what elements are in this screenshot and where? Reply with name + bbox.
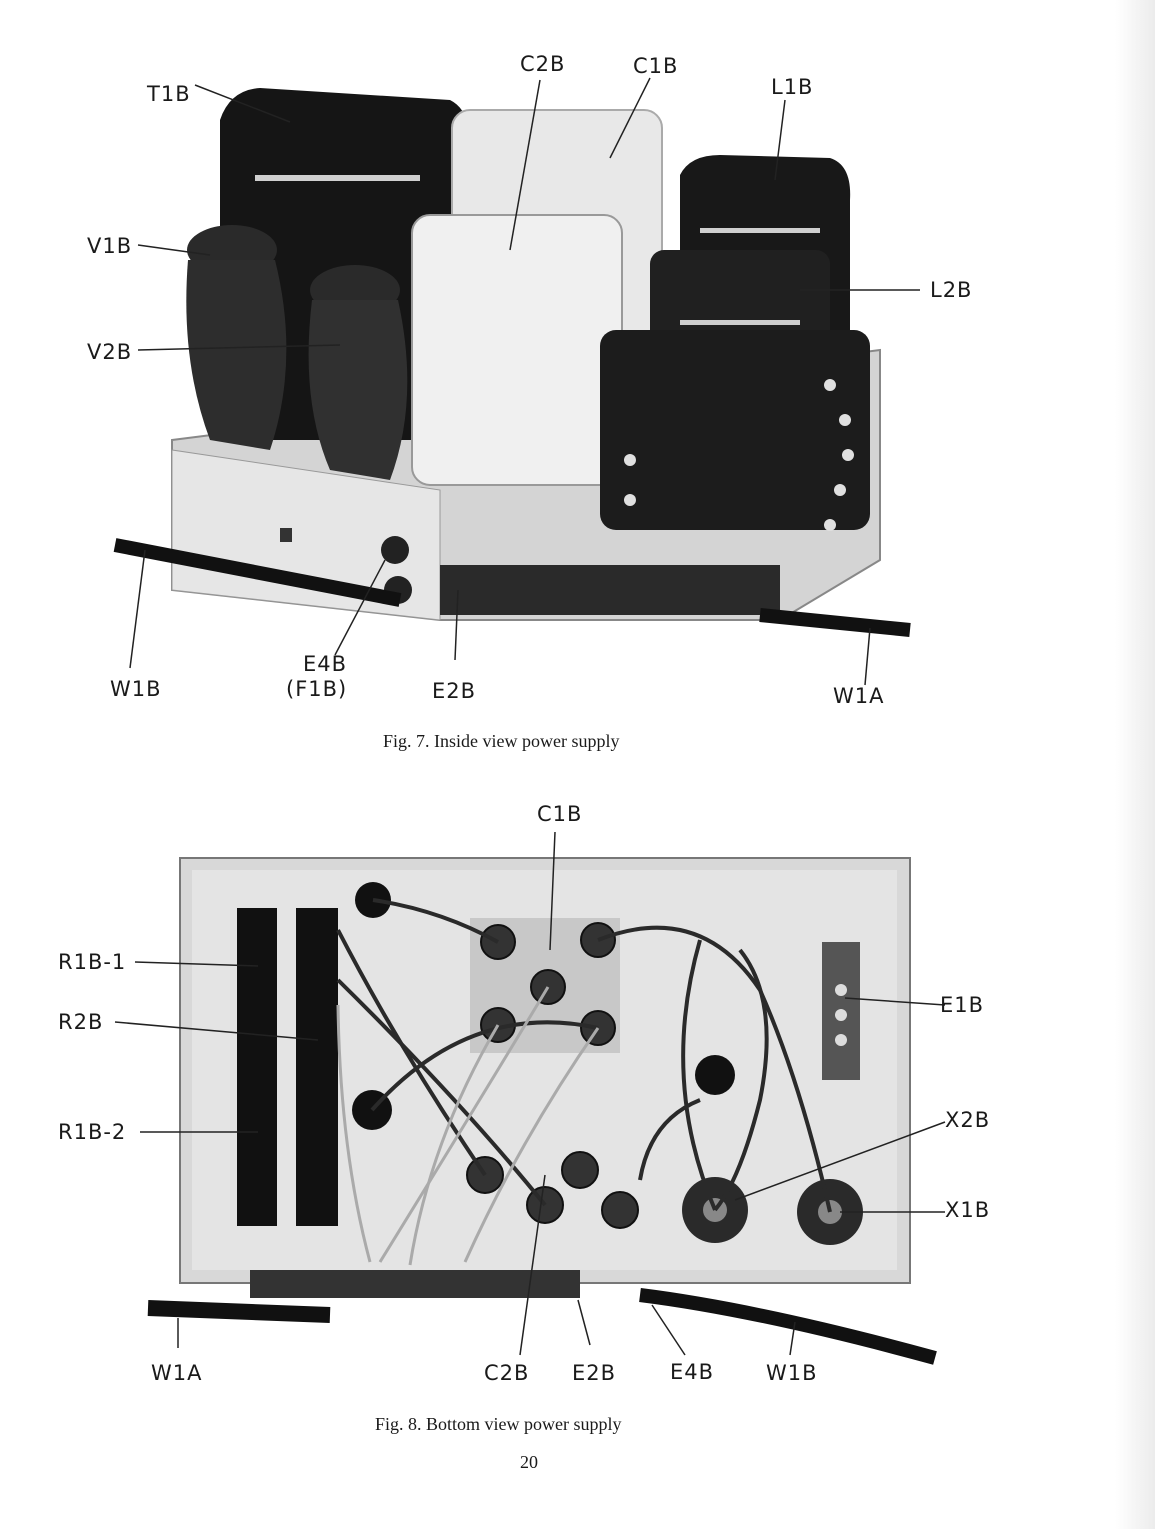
label-c1b: C1B xyxy=(633,54,679,78)
label-v1b: V1B xyxy=(87,234,133,258)
label-w1a-bottom: W1A xyxy=(151,1361,203,1385)
label-w1b-bottom: W1B xyxy=(766,1361,818,1385)
label-r1b-2: R1B-2 xyxy=(58,1120,127,1144)
resistor-r1b xyxy=(237,908,277,1226)
cable-w1a xyxy=(148,1308,330,1315)
label-e4b-bottom: E4B xyxy=(670,1360,715,1384)
label-e4b: E4B xyxy=(303,652,348,676)
label-w1b: W1B xyxy=(110,677,162,701)
cable-w1b xyxy=(640,1295,935,1358)
label-r1b-1: R1B-1 xyxy=(58,950,127,974)
label-c2b: C2B xyxy=(520,52,566,76)
label-x2b: X2B xyxy=(945,1108,991,1132)
label-l2b: L2B xyxy=(930,278,973,302)
figure-7-caption: Fig. 7. Inside view power supply xyxy=(383,731,620,751)
label-e2b: E2B xyxy=(432,679,477,703)
label-e2b-bottom: E2B xyxy=(572,1361,617,1385)
page-edge-shadow xyxy=(1115,0,1155,1529)
resistor-r2b xyxy=(296,908,338,1226)
label-t1b: T1B xyxy=(147,82,191,106)
label-c1b-bottom: C1B xyxy=(537,802,583,826)
label-v2b: V2B xyxy=(87,340,133,364)
label-l1b: L1B xyxy=(771,75,814,99)
label-x1b: X1B xyxy=(945,1198,991,1222)
figure-8-caption: Fig. 8. Bottom view power supply xyxy=(375,1414,622,1434)
label-w1a: W1A xyxy=(833,684,885,708)
label-f1b: (F1B) xyxy=(286,677,348,701)
label-e1b: E1B xyxy=(940,993,985,1017)
label-c2b-bottom: C2B xyxy=(484,1361,530,1385)
page-number: 20 xyxy=(520,1452,538,1472)
label-r2b: R2B xyxy=(58,1010,104,1034)
